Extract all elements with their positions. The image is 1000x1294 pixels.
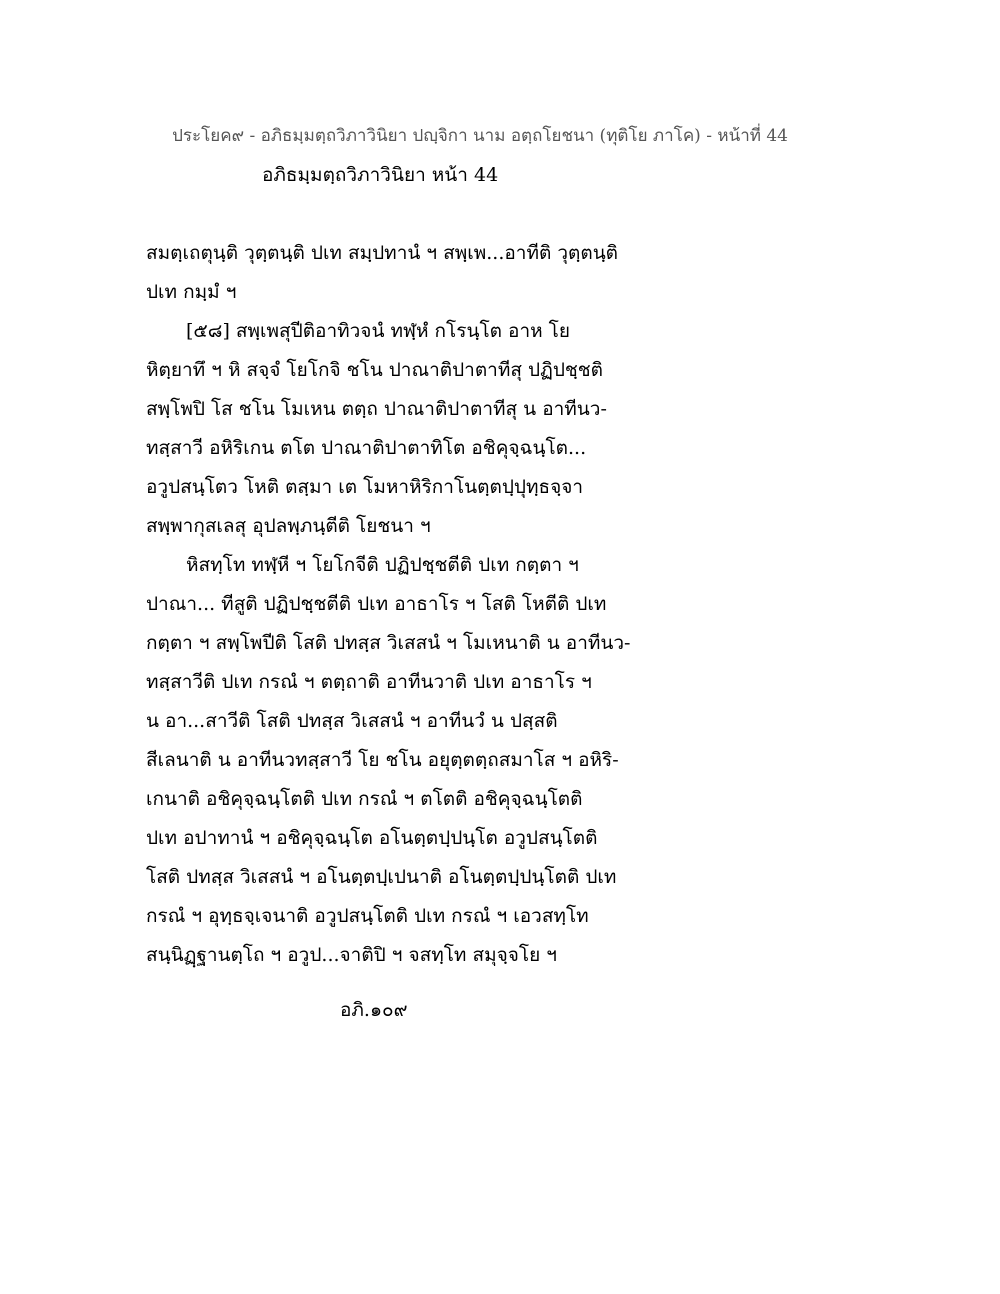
text-line: โสติ ปทสฺส วิเสสนํ ฯ อโนตฺตปฺเปนาติ อโนตฺตปฺปนฺโตติ ปเท bbox=[146, 866, 617, 888]
text-line: กตฺตา ฯ สพฺโพปีติ โสติ ปทสฺส วิเสสนํ ฯ โมเหนาติ น อาทีนว- bbox=[146, 632, 631, 654]
text-line: กรณํ ฯ อุทฺธจฺเจนาติ อวูปสนฺโตติ ปเท กรณํ ฯ เอวสทฺโท bbox=[146, 905, 589, 927]
text-line: หิสทฺโท ทฬฺหี ฯ โยโกจีติ ปฏิปชฺชตีติ ปเท กตฺตา ฯ bbox=[186, 554, 579, 576]
text-line: เกนาติ อชิคุจฺฉนฺโตติ ปเท กรณํ ฯ ตโตติ อชิคุจฺฉนฺโตติ bbox=[146, 788, 583, 810]
text-line: ปเท อปาทานํ ฯ อชิคุจฺฉนฺโต อโนตฺตปฺปนฺโต อวูปสนฺโตติ bbox=[146, 827, 598, 849]
text-line: ทสฺสาวี อหิริเกน ตโต ปาณาติปาตาทิโต อชิคุจฺฉนฺโต... bbox=[146, 437, 587, 459]
running-header: ประโยค๙ - อภิธมฺมตฺถวิภาวินิยา ปญฺจิกา นาม อตฺถโยชนา (ทุติโย ภาโค) - หน้าที่ 44 bbox=[172, 126, 788, 146]
text-line: สพฺโพปิ โส ชโน โมเหน ตตฺถ ปาณาติปาตาทีสุ น อาทีนว- bbox=[146, 398, 607, 420]
text-line: ปาณา... ทีสูติ ปฏิปชฺชตีติ ปเท อาธาโร ฯ โสติ โหตีติ ปเท bbox=[146, 593, 607, 615]
text-line: หิตฺยาทึ ฯ หิ สจฺจํ โยโกจิ ชโน ปาณาติปาตาทีสุ ปฏิปชฺชติ bbox=[146, 359, 604, 381]
page-title: อภิธมฺมตฺถวิภาวินิยา หน้า 44 bbox=[262, 164, 499, 186]
body-text bbox=[146, 234, 706, 975]
footer-reference: อภิ.๑๐๙ bbox=[340, 999, 408, 1021]
text-line: ปเท กมฺมํ ฯ bbox=[146, 281, 237, 303]
text-line: สีเลนาติ น อาทีนวทสฺสาวี โย ชโน อยุตฺตตฺถสมาโส ฯ อหิริ- bbox=[146, 749, 619, 771]
text-line: สพฺพากุสเลสุ อุปลพฺภนฺตีติ โยชนา ฯ bbox=[146, 515, 431, 537]
text-line: สมตฺเถตุนฺติ วุตฺตนฺติ ปเท สมฺปทานํ ฯ สพฺเพ...อาทีติ วุตฺตนฺติ bbox=[146, 242, 619, 264]
text-line: น อา...สาวีติ โสติ ปทสฺส วิเสสนํ ฯ อาทีนวํ น ปสฺสติ bbox=[146, 710, 558, 732]
text-line: อวูปสนฺโตว โหติ ตสฺมา เต โมหาหิริกาโนตฺตปฺปุทฺธจฺจา bbox=[146, 476, 583, 498]
text-line: สนฺนิฏฺฐานตฺโถ ฯ อวูป...จาติปิ ฯ จสทฺโท สมุจฺจโย ฯ bbox=[146, 944, 557, 966]
text-line: [๕๘] สพฺเพสุปีติอาทิวจนํ ทฬฺหํ กโรนฺโต อาห โย bbox=[186, 320, 571, 342]
text-line: ทสฺสาวีติ ปเท กรณํ ฯ ตตฺถาติ อาทีนวาติ ปเท อาธาโร ฯ bbox=[146, 671, 592, 693]
